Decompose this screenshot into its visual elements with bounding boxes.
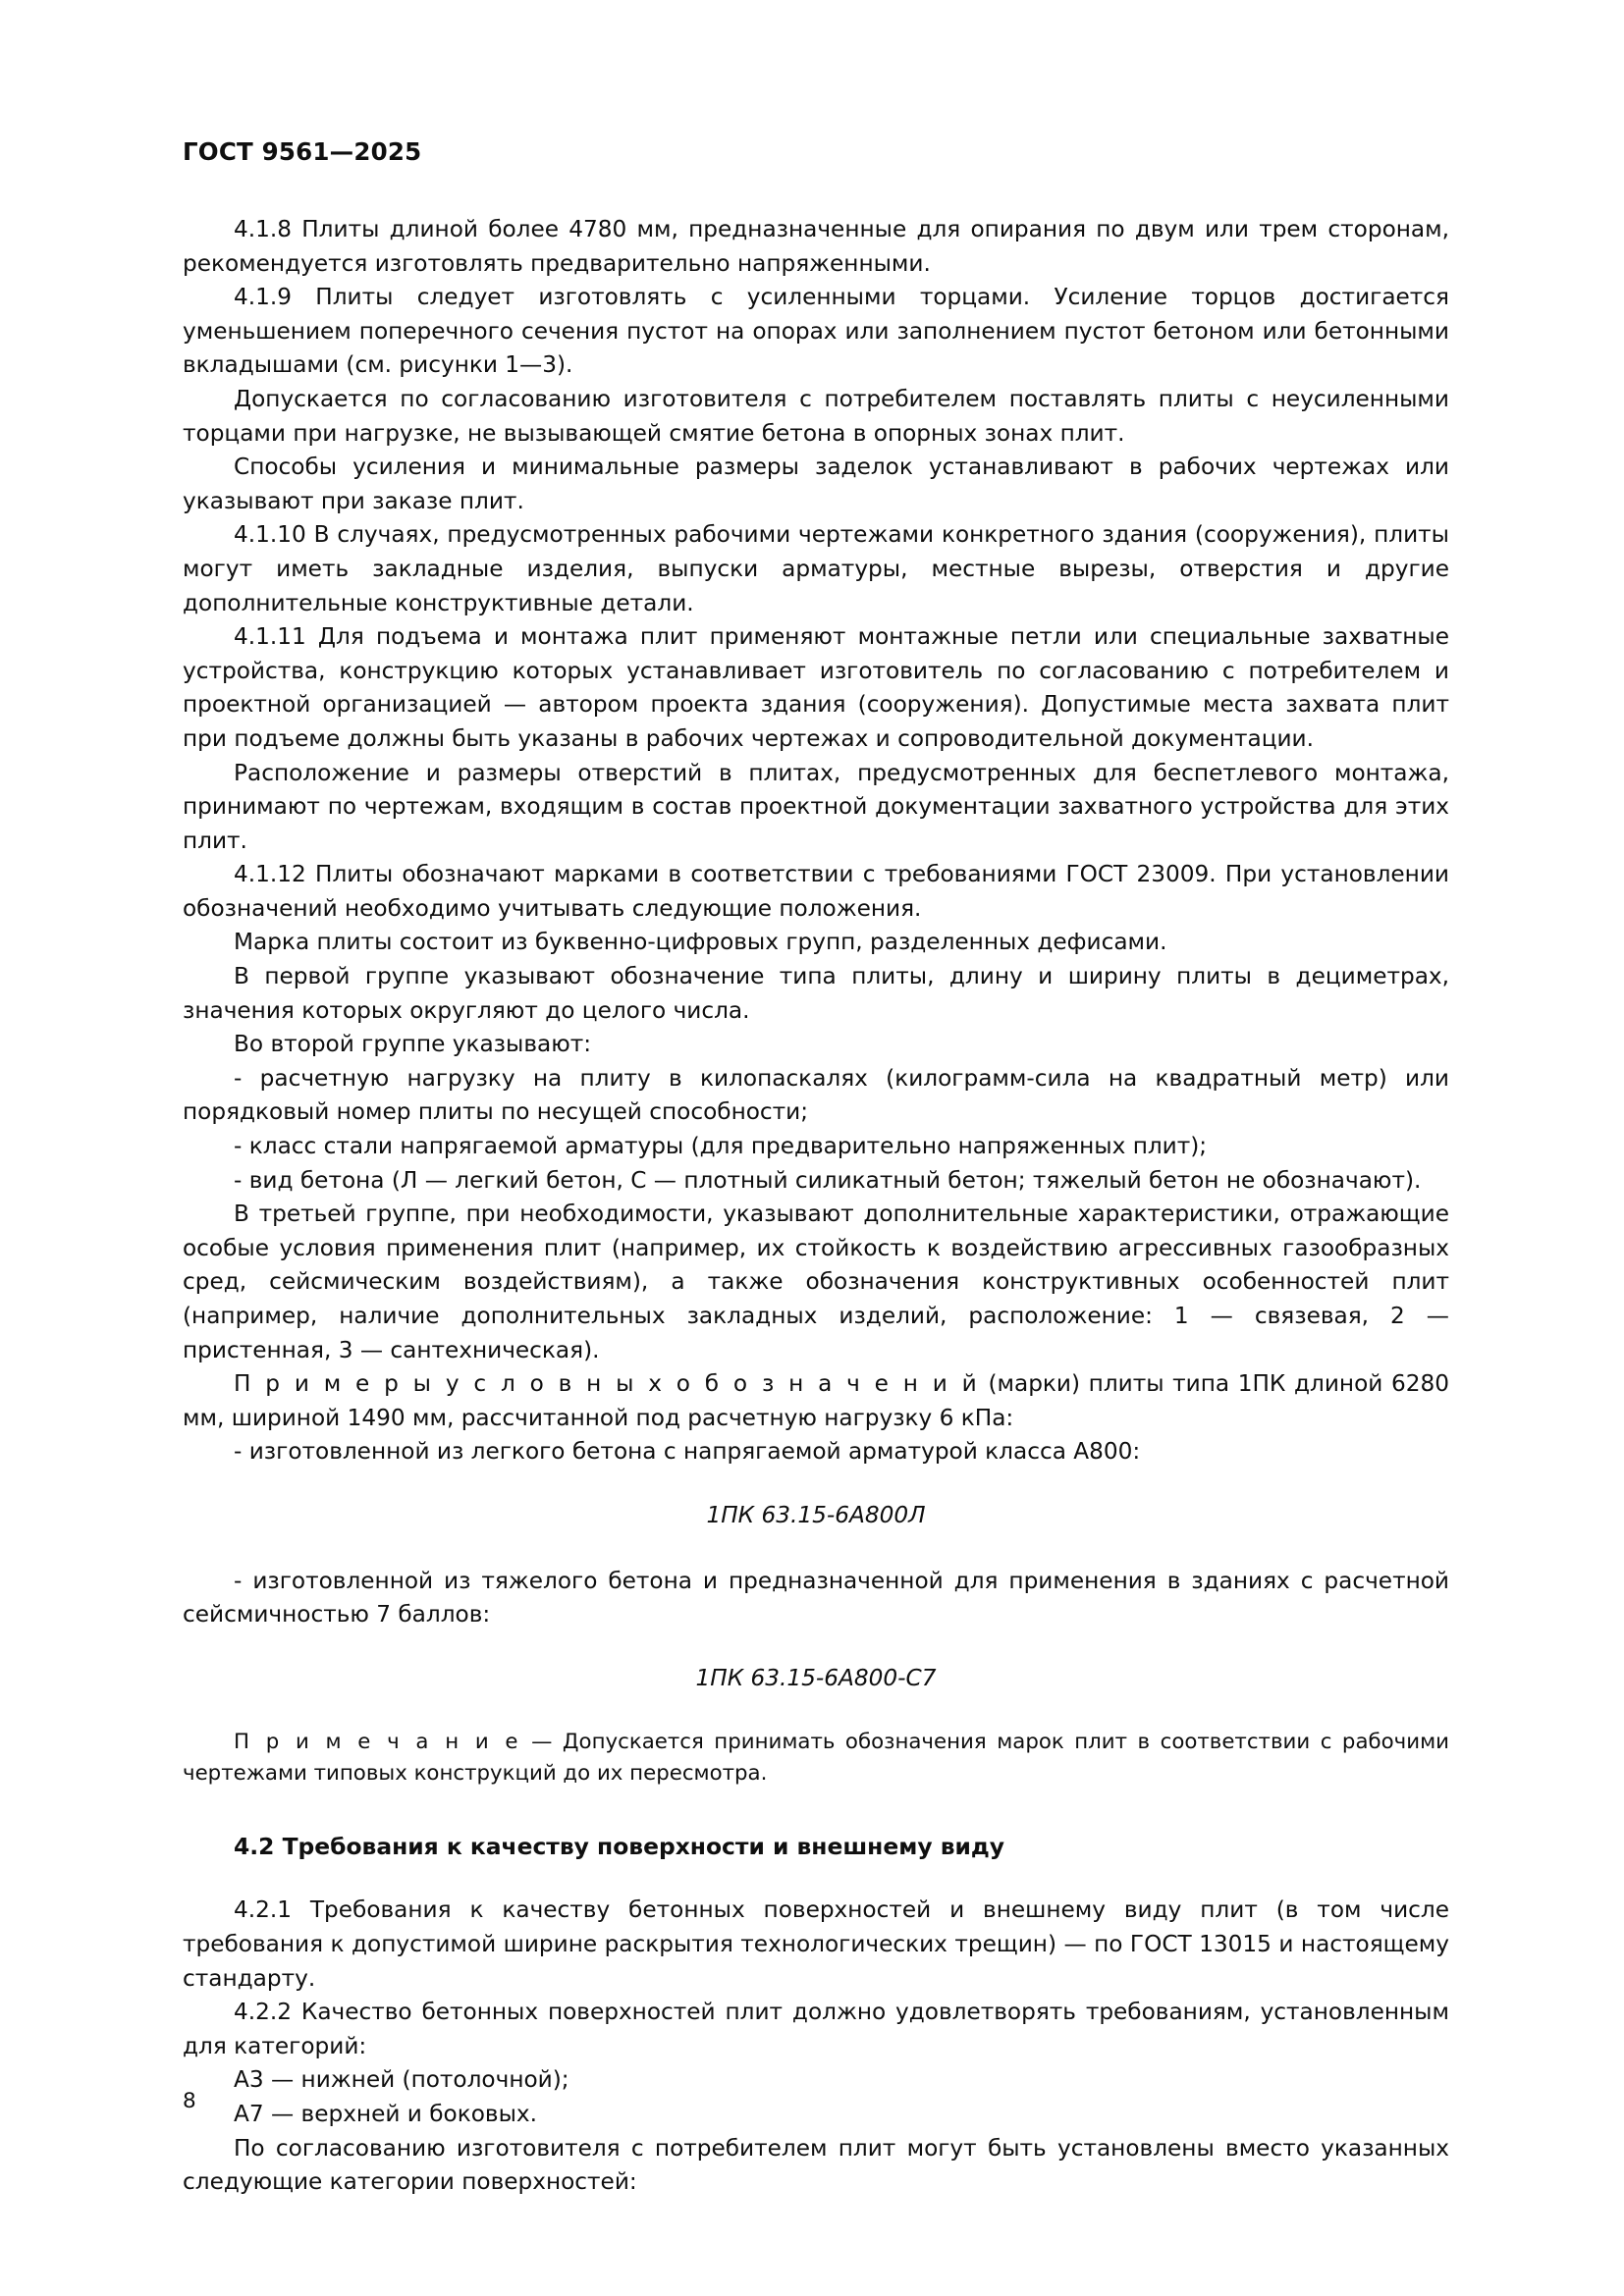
paragraph-second-group-lead: Во второй группе указывают: [234, 1031, 592, 1058]
section-title-4-2: 4.2 Требования к качеству поверхности и внешнему виду [234, 1833, 1005, 1861]
paragraph-4-2-1: 4.2.1 Требования к качеству бетонных поверхностей и внешнему виду плит (в том числе требования к допустимой ширине раскрытия технологических трещин) — по ГОСТ 13015 и настоящему стандарту. [183, 1896, 1449, 1992]
paragraph-4-1-9: 4.1.9 Плиты следует изготовлять с усиленными торцами. Усиление торцов достигается уменьшением поперечного сечения пустот на опорах или заполнением пустот бетоном или бетонными вкладышами (см. рисунки 1—3). [183, 284, 1449, 379]
paragraph-4-1-11: 4.1.11 Для подъема и монтажа плит применяют монтажные петли или специальные захватные устройства, конструкцию которых устанавливает изготовитель по согласованию с потребителем и проектной организацией — автором проекта здания (сооружения). Допустимые места захвата плит при подъеме должны быть указаны в рабочих чертежах и сопроводительной документации. [183, 623, 1449, 752]
example-item-2: - изготовленной из тяжелого бетона и предназначенной для применения в зданиях с расчетной сейсмичностью 7 баллов: [183, 1567, 1449, 1629]
example-mark-1: 1ПК 63.15-6А800Л [706, 1501, 926, 1528]
note-text: — Допускается принимать обозначения марок плит в соответствии с рабочими чертежами типовых конструкций до их пересмотра. [183, 1730, 1449, 1787]
note-label: П р и м е ч а н и е [234, 1730, 521, 1755]
examples-lead-emphasis: П р и м е р ы у с л о в н ы х о б о з н а ч е н и й [234, 1370, 980, 1398]
paragraph-mark-structure: Марка плиты состоит из буквенно-цифровых групп, разделенных дефисами. [234, 929, 1167, 956]
paragraph-examples-lead [183, 1367, 1449, 1435]
example-item-1: - изготовленной из легкого бетона с напрягаемой арматурой класса А800: [234, 1438, 1141, 1466]
category-a7: А7 — верхней и боковых. [234, 2100, 537, 2127]
list-item-concrete-type: - вид бетона (Л — легкий бетон, С — плотный силикатный бетон; тяжелый бетон не обозначают). [234, 1166, 1422, 1194]
page-number: 8 [183, 2089, 196, 2113]
paragraph-4-1-10: 4.1.10 В случаях, предусмотренных рабочими чертежами конкретного здания (сооружения), плиты могут иметь закладные изделия, выпуски арматуры, местные вырезы, отверстия и другие дополнительные конструктивные детали. [183, 521, 1449, 616]
list-item-steel-class: - класс стали напрягаемой арматуры (для предварительно напряженных плит); [234, 1133, 1208, 1160]
paragraph-third-group: В третьей группе, при необходимости, указывают дополнительные характеристики, отражающие особые условия применения плит (например, их стойкость к воздействию агрессивных газообразных сред, сейсмическим воздействиям), а также обозначения конструктивных особенностей плит (например, наличие дополнительных закладных изделий, расположение: 1 — связевая, 2 — пристенная, 3 — сантехническая). [183, 1201, 1449, 1363]
paragraph-agreed-categories: По согласованию изготовителя с потребителем плит могут быть установлены вместо указанных следующие категории поверхностей: [183, 2134, 1449, 2196]
paragraph-openings-layout: Расположение и размеры отверстий в плитах, предусмотренных для беспетлевого монтажа, принимают по чертежам, входящим в состав проектной документации захватного устройства для этих плит. [183, 759, 1449, 854]
page-content [183, 137, 1449, 2200]
list-item-design-load: - расчетную нагрузку на плиту в килопаскалях (килограмм-сила на квадратный метр) или порядковый номер плиты по несущей способности; [183, 1064, 1449, 1126]
category-a3: А3 — нижней (потолочной); [234, 2066, 569, 2094]
paragraph-4-2-2: 4.2.2 Качество бетонных поверхностей плит должно удовлетворять требованиям, установленным для категорий: [183, 1999, 1449, 2059]
examples-lead-rest: (марки) плиты типа 1ПК длиной 6280 мм, шириной 1490 мм, рассчитанной под расчетную нагрузку 6 кПа: [183, 1370, 1449, 1431]
paragraph-first-group: В первой группе указывают обозначение типа плиты, длину и ширину плиты в дециметрах, значения которых округляют до целого числа. [183, 963, 1449, 1024]
paragraph-reinforcement-methods: Способы усиления и минимальные размеры заделок устанавливают в рабочих чертежах или указывают при заказе плит. [183, 454, 1449, 514]
paragraph-4-1-8: 4.1.8 Плиты длиной более 4780 мм, предназначенные для опирания по двум или трем сторонам, рекомендуется изготовлять предварительно напряженными. [183, 216, 1449, 277]
note-block [183, 1727, 1449, 1789]
paragraph-4-1-12: 4.1.12 Плиты обозначают марками в соответствии с требованиями ГОСТ 23009. При установлении обозначений необходимо учитывать следующие положения. [183, 861, 1449, 922]
example-mark-2: 1ПК 63.15-6А800-С7 [695, 1664, 937, 1691]
document-standard-number: ГОСТ 9561—2025 [183, 137, 422, 166]
paragraph-unreinforced-ends: Допускается по согласованию изготовителя с потребителем поставлять плиты с неусиленными торцами при нагрузке, не вызывающей смятие бетона в опорных зонах плит. [183, 385, 1449, 447]
